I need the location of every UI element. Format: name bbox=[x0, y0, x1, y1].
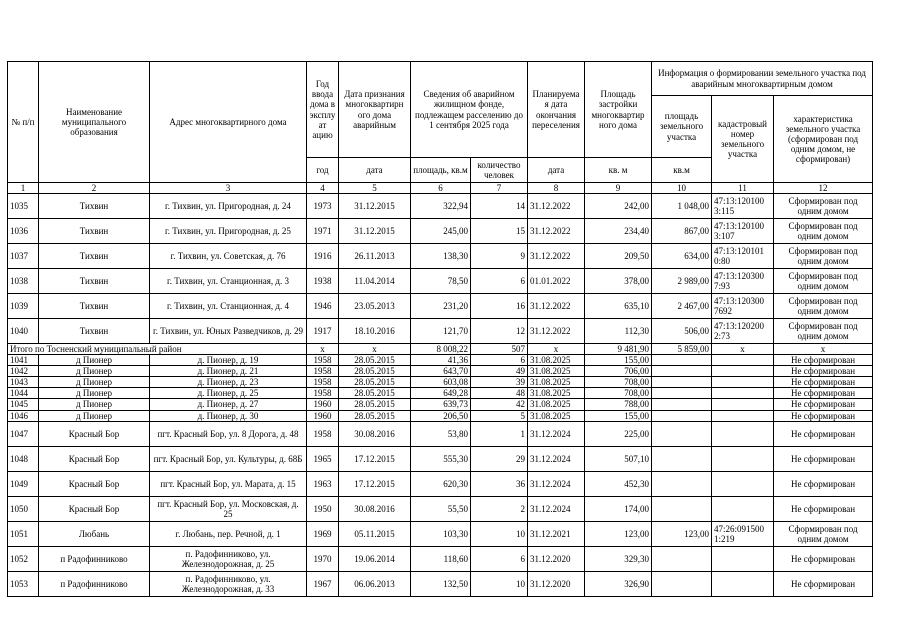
housing-table bbox=[7, 61, 873, 597]
row-land-char: Сформирован под одним домом bbox=[774, 194, 873, 219]
row-address: д. Пионер, д. 25 bbox=[150, 388, 307, 399]
row-number: 1036 bbox=[8, 219, 39, 244]
row-planned-date: 31.12.2022 bbox=[528, 244, 585, 269]
row-area: 78,50 bbox=[411, 269, 471, 294]
row-built-area: 452,30 bbox=[585, 471, 652, 496]
row-municipality: Тихвин bbox=[39, 194, 150, 219]
row-address: г. Тихвин, ул. Станционная, д. 3 bbox=[150, 269, 307, 294]
header-land-char: характеристика земельного участка (сформирован под одним домом, не сформирован) bbox=[774, 96, 873, 183]
row-address: п. Радофинниково, ул. Железнодорожная, д. 33 bbox=[150, 571, 307, 596]
row-municipality: Тихвин bbox=[39, 219, 150, 244]
column-index: 4 bbox=[307, 183, 339, 194]
table-row bbox=[8, 219, 873, 244]
row-planned-date: 31.12.2022 bbox=[528, 219, 585, 244]
row-number: 1053 bbox=[8, 571, 39, 596]
row-area: 603,08 bbox=[411, 377, 471, 388]
row-municipality: Тихвин bbox=[39, 319, 150, 344]
row-area: 643,70 bbox=[411, 366, 471, 377]
row-address: д. Пионер, д. 30 bbox=[150, 410, 307, 421]
row-number: 1041 bbox=[8, 355, 39, 366]
row-municipality: д Пионер bbox=[39, 355, 150, 366]
row-people: 10 bbox=[471, 521, 528, 546]
row-recognition-date: 17.12.2015 bbox=[339, 446, 411, 471]
total-year: х bbox=[307, 344, 339, 355]
row-address: г. Тихвин, ул. Станционная, д. 4 bbox=[150, 294, 307, 319]
row-people: 16 bbox=[471, 294, 528, 319]
row-land-area bbox=[652, 571, 712, 596]
row-area: 206,50 bbox=[411, 410, 471, 421]
row-people: 15 bbox=[471, 219, 528, 244]
row-area: 555,30 bbox=[411, 446, 471, 471]
row-address: г. Тихвин, ул. Пригородная, д. 24 bbox=[150, 194, 307, 219]
row-cadastral: 47:13:120100 3:107 bbox=[712, 219, 774, 244]
row-land-area bbox=[652, 496, 712, 521]
row-recognition-date: 05.11.2015 bbox=[339, 521, 411, 546]
row-land-char: Не сформирован bbox=[774, 388, 873, 399]
row-planned-date: 31.12.2022 bbox=[528, 294, 585, 319]
column-index: 8 bbox=[528, 183, 585, 194]
row-people: 10 bbox=[471, 571, 528, 596]
row-planned-date: 31.08.2025 bbox=[528, 399, 585, 410]
table-row bbox=[8, 388, 873, 399]
row-built-area: 788,00 bbox=[585, 399, 652, 410]
row-planned-date: 31.12.2024 bbox=[528, 496, 585, 521]
row-recognition-date: 23.05.2013 bbox=[339, 294, 411, 319]
row-cadastral bbox=[712, 571, 774, 596]
row-cadastral: 47:13:120101 0:80 bbox=[712, 244, 774, 269]
total-people: 507 bbox=[471, 344, 528, 355]
table-row bbox=[8, 446, 873, 471]
row-built-area: 209,50 bbox=[585, 244, 652, 269]
row-built-area: 155,00 bbox=[585, 410, 652, 421]
row-area: 103,30 bbox=[411, 521, 471, 546]
column-index: 9 bbox=[585, 183, 652, 194]
row-municipality: д Пионер bbox=[39, 366, 150, 377]
column-index: 10 bbox=[652, 183, 712, 194]
row-land-char: Не сформирован bbox=[774, 571, 873, 596]
row-land-area bbox=[652, 421, 712, 446]
column-index-row bbox=[8, 183, 873, 194]
row-area: 322,94 bbox=[411, 194, 471, 219]
row-area: 245,00 bbox=[411, 219, 471, 244]
row-municipality: Тихвин bbox=[39, 294, 150, 319]
row-people: 6 bbox=[471, 355, 528, 366]
row-number: 1051 bbox=[8, 521, 39, 546]
row-land-area: 2 989,00 bbox=[652, 269, 712, 294]
row-built-area: 708,00 bbox=[585, 388, 652, 399]
row-planned-date: 31.08.2025 bbox=[528, 377, 585, 388]
row-land-char: Не сформирован bbox=[774, 446, 873, 471]
column-index: 5 bbox=[339, 183, 411, 194]
row-address: г. Тихвин, ул. Пригородная, д. 25 bbox=[150, 219, 307, 244]
row-recognition-date: 18.10.2016 bbox=[339, 319, 411, 344]
row-year: 1960 bbox=[307, 410, 339, 421]
row-planned-date: 31.08.2025 bbox=[528, 410, 585, 421]
row-recognition-date: 30.08.2016 bbox=[339, 421, 411, 446]
unit-kvm-2: кв.м bbox=[652, 158, 712, 183]
total-row bbox=[8, 344, 873, 355]
row-cadastral bbox=[712, 446, 774, 471]
row-land-char: Не сформирован bbox=[774, 366, 873, 377]
column-index: 6 bbox=[411, 183, 471, 194]
row-people: 6 bbox=[471, 546, 528, 571]
row-land-char: Не сформирован bbox=[774, 399, 873, 410]
total-area: 8 008,22 bbox=[411, 344, 471, 355]
total-land: 5 859,00 bbox=[652, 344, 712, 355]
table-row bbox=[8, 355, 873, 366]
row-year: 1969 bbox=[307, 521, 339, 546]
row-land-char: Не сформирован bbox=[774, 410, 873, 421]
row-land-area bbox=[652, 388, 712, 399]
row-address: д. Пионер, д. 27 bbox=[150, 399, 307, 410]
row-recognition-date: 06.06.2013 bbox=[339, 571, 411, 596]
row-address: г. Тихвин, ул. Советская, д. 76 bbox=[150, 244, 307, 269]
row-built-area: 378,00 bbox=[585, 269, 652, 294]
row-cadastral: 47:13:120300 7692 bbox=[712, 294, 774, 319]
row-year: 1946 bbox=[307, 294, 339, 319]
row-number: 1040 bbox=[8, 319, 39, 344]
row-cadastral bbox=[712, 546, 774, 571]
row-cadastral bbox=[712, 399, 774, 410]
row-address: д. Пионер, д. 19 bbox=[150, 355, 307, 366]
row-area: 53,80 bbox=[411, 421, 471, 446]
row-area: 649,28 bbox=[411, 388, 471, 399]
total-label: Итого по Тосненский муниципальный район bbox=[8, 344, 307, 355]
row-land-area bbox=[652, 446, 712, 471]
row-people: 36 bbox=[471, 471, 528, 496]
column-index: 7 bbox=[471, 183, 528, 194]
row-number: 1038 bbox=[8, 269, 39, 294]
row-built-area: 123,00 bbox=[585, 521, 652, 546]
row-built-area: 329,30 bbox=[585, 546, 652, 571]
row-municipality: Тихвин bbox=[39, 269, 150, 294]
row-planned-date: 31.12.2022 bbox=[528, 194, 585, 219]
row-built-area: 174,00 bbox=[585, 496, 652, 521]
row-built-area: 635,10 bbox=[585, 294, 652, 319]
row-land-area bbox=[652, 355, 712, 366]
row-municipality: Любань bbox=[39, 521, 150, 546]
row-recognition-date: 30.08.2016 bbox=[339, 496, 411, 521]
row-built-area: 112,30 bbox=[585, 319, 652, 344]
row-recognition-date: 26.11.2013 bbox=[339, 244, 411, 269]
row-number: 1037 bbox=[8, 244, 39, 269]
total-built: 9 481,90 bbox=[585, 344, 652, 355]
row-people: 1 bbox=[471, 421, 528, 446]
row-land-char: Сформирован под одним домом bbox=[774, 269, 873, 294]
table-row bbox=[8, 294, 873, 319]
row-number: 1044 bbox=[8, 388, 39, 399]
row-built-area: 225,00 bbox=[585, 421, 652, 446]
row-number: 1042 bbox=[8, 366, 39, 377]
row-cadastral: 47:13:120300 7:93 bbox=[712, 269, 774, 294]
row-built-area: 706,00 bbox=[585, 366, 652, 377]
row-planned-date: 31.12.2020 bbox=[528, 571, 585, 596]
row-area: 620,30 bbox=[411, 471, 471, 496]
row-land-char: Сформирован под одним домом bbox=[774, 294, 873, 319]
row-cadastral bbox=[712, 410, 774, 421]
row-number: 1047 bbox=[8, 421, 39, 446]
row-land-char: Не сформирован bbox=[774, 546, 873, 571]
row-number: 1035 bbox=[8, 194, 39, 219]
row-recognition-date: 31.12.2015 bbox=[339, 219, 411, 244]
row-area: 41,36 bbox=[411, 355, 471, 366]
row-address: д. Пионер, д. 21 bbox=[150, 366, 307, 377]
table-row bbox=[8, 496, 873, 521]
row-planned-date: 31.12.2022 bbox=[528, 319, 585, 344]
total-char: х bbox=[774, 344, 873, 355]
unit-year: год bbox=[307, 158, 339, 183]
row-land-area bbox=[652, 377, 712, 388]
row-land-char: Сформирован под одним домом bbox=[774, 219, 873, 244]
row-area: 132,50 bbox=[411, 571, 471, 596]
row-planned-date: 31.08.2025 bbox=[528, 388, 585, 399]
row-people: 2 bbox=[471, 496, 528, 521]
row-recognition-date: 28.05.2015 bbox=[339, 399, 411, 410]
row-land-area: 2 467,00 bbox=[652, 294, 712, 319]
row-land-area bbox=[652, 410, 712, 421]
row-cadastral bbox=[712, 366, 774, 377]
header-municipality: Наименование муниципального образования bbox=[39, 62, 150, 183]
column-index: 2 bbox=[39, 183, 150, 194]
row-built-area: 326,90 bbox=[585, 571, 652, 596]
table-row bbox=[8, 421, 873, 446]
row-recognition-date: 28.05.2015 bbox=[339, 410, 411, 421]
row-address: г. Тихвин, ул. Юных Разведчиков, д. 29 bbox=[150, 319, 307, 344]
row-recognition-date: 28.05.2015 bbox=[339, 366, 411, 377]
table-row bbox=[8, 471, 873, 496]
row-cadastral bbox=[712, 496, 774, 521]
header-address: Адрес многоквартирного дома bbox=[150, 62, 307, 183]
row-land-area bbox=[652, 471, 712, 496]
row-land-char: Не сформирован bbox=[774, 471, 873, 496]
row-recognition-date: 31.12.2015 bbox=[339, 194, 411, 219]
row-people: 12 bbox=[471, 319, 528, 344]
row-year: 1971 bbox=[307, 219, 339, 244]
row-cadastral: 47:13:120200 2:73 bbox=[712, 319, 774, 344]
header-planned-date: Планируема я дата окончания переселения bbox=[528, 62, 585, 158]
header-land-area: площадь земельного участка bbox=[652, 96, 712, 158]
row-built-area: 234,40 bbox=[585, 219, 652, 244]
row-address: пгт. Красный Бор, ул. Московская, д. 25 bbox=[150, 496, 307, 521]
table-row bbox=[8, 194, 873, 219]
table-row bbox=[8, 521, 873, 546]
row-built-area: 708,00 bbox=[585, 377, 652, 388]
row-built-area: 242,00 bbox=[585, 194, 652, 219]
table-row bbox=[8, 546, 873, 571]
row-people: 49 bbox=[471, 366, 528, 377]
row-built-area: 507,10 bbox=[585, 446, 652, 471]
row-number: 1050 bbox=[8, 496, 39, 521]
row-land-area: 506,00 bbox=[652, 319, 712, 344]
table-row bbox=[8, 399, 873, 410]
header-num: № п/п bbox=[8, 62, 39, 183]
row-area: 55,50 bbox=[411, 496, 471, 521]
header-land-info: Информация о формировании земельного участка под аварийным многоквартирным домом bbox=[652, 62, 873, 96]
row-municipality: п Радофинниково bbox=[39, 571, 150, 596]
row-land-char: Не сформирован bbox=[774, 496, 873, 521]
row-people: 29 bbox=[471, 446, 528, 471]
unit-people: количество человек bbox=[471, 158, 528, 183]
column-index: 12 bbox=[774, 183, 873, 194]
table-row bbox=[8, 319, 873, 344]
header-cadastral: кадастровый номер земельного участка bbox=[712, 96, 774, 183]
row-people: 6 bbox=[471, 269, 528, 294]
row-recognition-date: 28.05.2015 bbox=[339, 377, 411, 388]
row-municipality: д Пионер bbox=[39, 399, 150, 410]
row-cadastral bbox=[712, 355, 774, 366]
row-area: 639,73 bbox=[411, 399, 471, 410]
total-cadastral: х bbox=[712, 344, 774, 355]
row-cadastral: 47:13:120100 3:115 bbox=[712, 194, 774, 219]
column-index: 3 bbox=[150, 183, 307, 194]
row-number: 1048 bbox=[8, 446, 39, 471]
row-address: пгт. Красный Бор, ул. Марата, д. 15 bbox=[150, 471, 307, 496]
row-land-char: Не сформирован bbox=[774, 377, 873, 388]
row-year: 1916 bbox=[307, 244, 339, 269]
row-cadastral bbox=[712, 388, 774, 399]
row-address: пгт. Красный Бор, ул. 8 Дорога, д. 48 bbox=[150, 421, 307, 446]
unit-date: дата bbox=[339, 158, 411, 183]
row-land-area: 867,00 bbox=[652, 219, 712, 244]
row-recognition-date: 19.06.2014 bbox=[339, 546, 411, 571]
row-number: 1045 bbox=[8, 399, 39, 410]
unit-date-2: дата bbox=[528, 158, 585, 183]
row-land-area: 634,00 bbox=[652, 244, 712, 269]
row-land-area bbox=[652, 546, 712, 571]
header-emergency-info: Сведения об аварийном жилищном фонде, подлежащем расселению до 1 сентября 2025 года bbox=[411, 62, 528, 158]
row-year: 1917 bbox=[307, 319, 339, 344]
row-number: 1049 bbox=[8, 471, 39, 496]
row-year: 1958 bbox=[307, 355, 339, 366]
table-row bbox=[8, 269, 873, 294]
table-row bbox=[8, 244, 873, 269]
row-year: 1950 bbox=[307, 496, 339, 521]
row-number: 1046 bbox=[8, 410, 39, 421]
row-municipality: п Радофинниково bbox=[39, 546, 150, 571]
row-municipality: д Пионер bbox=[39, 377, 150, 388]
row-land-area bbox=[652, 399, 712, 410]
row-area: 121,70 bbox=[411, 319, 471, 344]
row-land-area: 123,00 bbox=[652, 521, 712, 546]
row-year: 1958 bbox=[307, 377, 339, 388]
row-address: п. Радофинниково, ул. Железнодорожная, д. 25 bbox=[150, 546, 307, 571]
row-recognition-date: 17.12.2015 bbox=[339, 471, 411, 496]
row-planned-date: 31.12.2024 bbox=[528, 446, 585, 471]
header-recognition-date: Дата признания многоквартирн ого дома аварийным bbox=[339, 62, 411, 158]
row-recognition-date: 28.05.2015 bbox=[339, 388, 411, 399]
row-people: 42 bbox=[471, 399, 528, 410]
row-planned-date: 31.12.2024 bbox=[528, 471, 585, 496]
row-land-char: Сформирован под одним домом bbox=[774, 319, 873, 344]
row-year: 1970 bbox=[307, 546, 339, 571]
total-date: х bbox=[339, 344, 411, 355]
row-year: 1967 bbox=[307, 571, 339, 596]
header-year: Год ввода дома в эксплуат ацию bbox=[307, 62, 339, 158]
row-address: г. Любань, пер. Речной, д. 1 bbox=[150, 521, 307, 546]
table-row bbox=[8, 377, 873, 388]
row-year: 1938 bbox=[307, 269, 339, 294]
row-recognition-date: 28.05.2015 bbox=[339, 355, 411, 366]
row-area: 118,60 bbox=[411, 546, 471, 571]
row-land-char: Не сформирован bbox=[774, 421, 873, 446]
row-built-area: 155,00 bbox=[585, 355, 652, 366]
row-land-char: Не сформирован bbox=[774, 355, 873, 366]
row-planned-date: 01.01.2022 bbox=[528, 269, 585, 294]
table-row bbox=[8, 410, 873, 421]
row-cadastral bbox=[712, 471, 774, 496]
total-plan: х bbox=[528, 344, 585, 355]
row-planned-date: 31.08.2025 bbox=[528, 366, 585, 377]
row-land-char: Сформирован под одним домом bbox=[774, 244, 873, 269]
row-cadastral: 47:26:091500 1:219 bbox=[712, 521, 774, 546]
row-municipality: Красный Бор bbox=[39, 446, 150, 471]
row-area: 231,20 bbox=[411, 294, 471, 319]
row-planned-date: 31.12.2021 bbox=[528, 521, 585, 546]
column-index: 11 bbox=[712, 183, 774, 194]
row-address: д. Пионер, д. 23 bbox=[150, 377, 307, 388]
row-municipality: д Пионер bbox=[39, 388, 150, 399]
row-address: пгт. Красный Бор, ул. Культуры, д. 68Б bbox=[150, 446, 307, 471]
table-row bbox=[8, 366, 873, 377]
row-cadastral bbox=[712, 421, 774, 446]
row-people: 9 bbox=[471, 244, 528, 269]
row-planned-date: 31.08.2025 bbox=[528, 355, 585, 366]
row-land-area: 1 048,00 bbox=[652, 194, 712, 219]
row-number: 1039 bbox=[8, 294, 39, 319]
row-land-char: Сформирован под одним домом bbox=[774, 521, 873, 546]
row-land-area bbox=[652, 366, 712, 377]
row-municipality: Красный Бор bbox=[39, 496, 150, 521]
row-people: 48 bbox=[471, 388, 528, 399]
row-planned-date: 31.12.2020 bbox=[528, 546, 585, 571]
column-index: 1 bbox=[8, 183, 39, 194]
row-year: 1958 bbox=[307, 388, 339, 399]
row-year: 1960 bbox=[307, 399, 339, 410]
row-year: 1963 bbox=[307, 471, 339, 496]
row-people: 5 bbox=[471, 410, 528, 421]
row-municipality: Красный Бор bbox=[39, 471, 150, 496]
row-municipality: Красный Бор bbox=[39, 421, 150, 446]
row-cadastral bbox=[712, 377, 774, 388]
row-planned-date: 31.12.2024 bbox=[528, 421, 585, 446]
header-built-area: Площадь застройки многоквартир ного дома bbox=[585, 62, 652, 158]
row-year: 1958 bbox=[307, 421, 339, 446]
row-number: 1052 bbox=[8, 546, 39, 571]
row-municipality: Тихвин bbox=[39, 244, 150, 269]
row-year: 1965 bbox=[307, 446, 339, 471]
row-recognition-date: 11.04.2014 bbox=[339, 269, 411, 294]
row-year: 1973 bbox=[307, 194, 339, 219]
row-year: 1958 bbox=[307, 366, 339, 377]
row-people: 39 bbox=[471, 377, 528, 388]
row-number: 1043 bbox=[8, 377, 39, 388]
row-people: 14 bbox=[471, 194, 528, 219]
unit-kvm: кв. м bbox=[585, 158, 652, 183]
row-area: 138,30 bbox=[411, 244, 471, 269]
table-row bbox=[8, 571, 873, 596]
row-municipality: д Пионер bbox=[39, 410, 150, 421]
unit-area: площадь, кв.м bbox=[411, 158, 471, 183]
